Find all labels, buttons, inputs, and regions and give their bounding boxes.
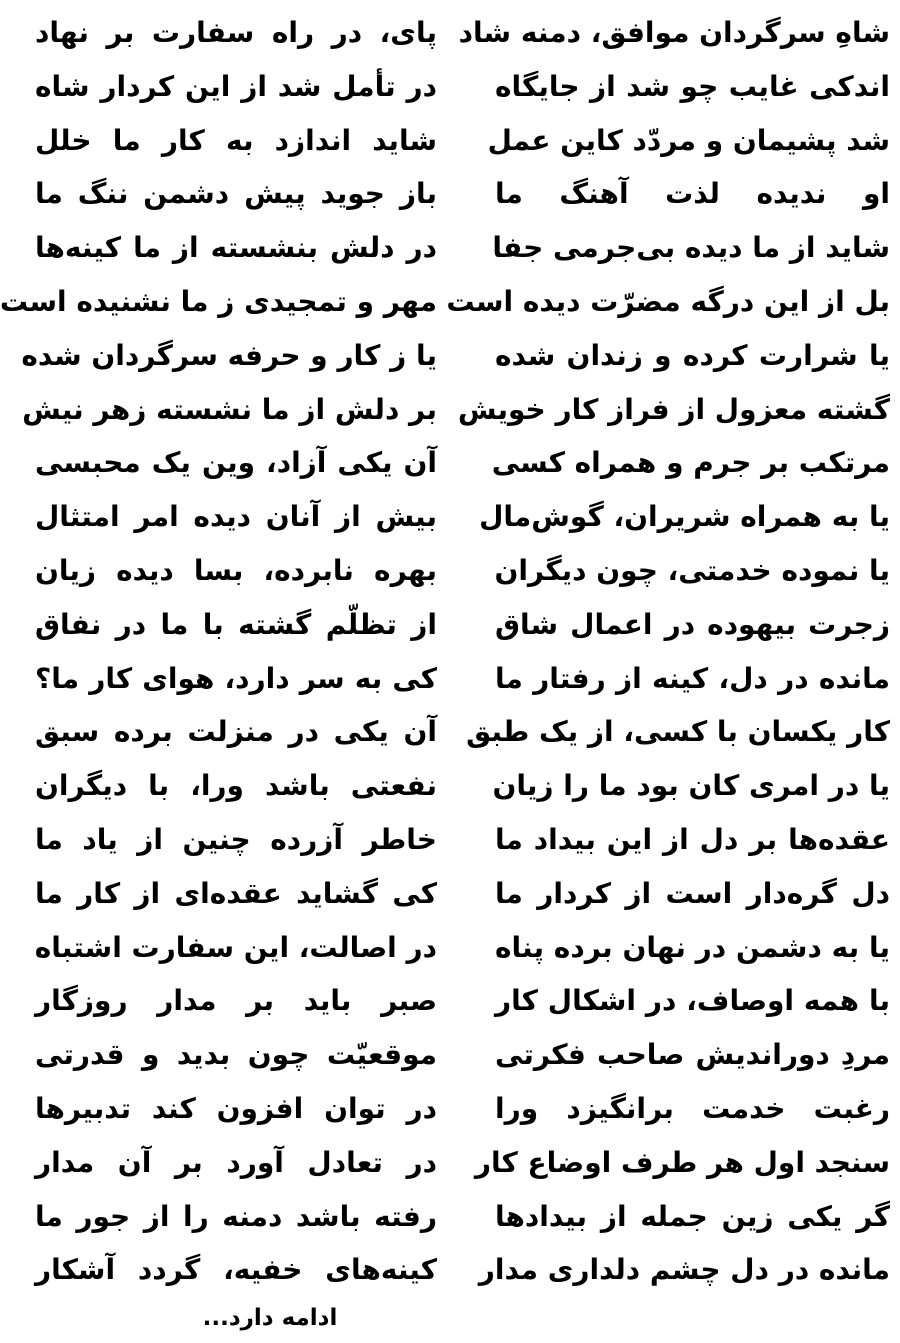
verse-line-right-15: یا در امری کان بود ما را زیان [492,769,890,803]
verse-line-left-4: باز جوید پیش دشمن ننگ ما [35,177,437,211]
verse-line-left-22: در تعادل آورد بر آن مدار [35,1145,437,1179]
verse-line-right-22: سنجد اول هر طرف اوضاع کار [474,1145,890,1179]
verse-line-right-5: شاید از ما دیده بی‌جرمی جفا [492,231,890,265]
verse-line-left-16: خاطر آزرده چنین از یاد ما [35,822,437,856]
poem-column-second-hemistichs [0,6,437,1297]
verse-line-left-24: کینه‌های خفیه، گردد آشکار [35,1253,437,1287]
verse-line-left-10: بیش از آنان دیده امر امتثال [35,500,437,534]
verse-line-right-3: شد پشیمان و مردّد کاین عمل [487,123,890,157]
verse-line-left-1: پای، در راه سفارت بر نهاد [35,16,437,49]
verse-line-right-6: بل از این درگه مضرّت دیده است [446,284,890,318]
verse-line-right-1: شاهِ سرگردان موافق، دمنه شاد [458,16,890,49]
verse-line-left-12: از تظلّم گشته با ما در نفاق [35,607,437,641]
verse-line-right-10: یا به همراه شریران، گوش‌مال [479,500,890,534]
verse-line-right-18: یا به دشمن در نهان برده پناه [495,930,890,964]
verse-line-right-13: مانده در دل، کینه از رفتار ما [495,661,890,695]
verse-line-right-7: یا شرارت کرده و زندان شده [495,338,890,372]
verse-line-right-9: مرتکب بر جرم و همراه کسی [491,446,890,480]
verse-line-right-17: دل گره‌دار است از کردار ما [495,876,890,910]
verse-line-left-23: رفته باشد دمنه را از جور ما [35,1199,437,1233]
verse-line-right-14: کار یکسان با کسی، از یک طبق [466,715,890,749]
verse-line-left-5: در دلش بنشسته از ما کینه‌ها [35,231,437,265]
poem-column-first-hemistichs [446,6,890,1297]
verse-line-left-2: در تأمل شد از این کردار شاه [35,69,437,103]
verse-line-left-13: کی به سر دارد، هوای کار ما؟ [35,661,437,695]
verse-line-right-19: با همه اوصاف، در اشکال کار [495,984,890,1018]
verse-line-left-21: در توان افزون کند تدبیرها [35,1091,437,1125]
verse-line-right-11: یا نموده خدمتی، چون دیگران [494,553,890,587]
verse-line-left-8: بر دلش از ما نشسته زهر نیش [22,392,437,426]
verse-line-left-19: صبر باید بر مدار روزگار [35,984,437,1018]
verse-line-right-24: مانده در دل چشم دلداری مدار [478,1253,890,1287]
verse-line-right-21: رغبت خدمت برانگیزد ورا [495,1091,890,1125]
verse-line-right-8: گشته معزول از فراز کار خویش [457,392,890,426]
verse-line-right-23: گر یکی زین جمله از بیدادها [495,1199,890,1233]
verse-line-right-20: مردِ دوراندیش صاحب فکرتی [495,1038,890,1072]
verse-line-right-2: اندکی غایب چو شد از جایگاه [495,69,890,103]
verse-line-left-14: آن یکی در منزلت برده سبق [35,715,437,749]
continuation-note: ادامه دارد... [202,1305,338,1331]
verse-line-left-15: نفعتی باشد ورا، با دیگران [35,769,437,803]
verse-line-left-7: یا ز کار و حرفه سرگردان شده [21,338,437,372]
verse-line-left-3: شاید اندازد به کار ما خلل [35,123,437,157]
verse-line-left-20: موقعیّت چون بدید و قدرتی [35,1038,437,1072]
verse-line-left-6: مهر و تمجیدی ز ما نشنیده است [0,284,437,318]
verse-line-right-4: او ندیده لذت آهنگ ما [495,177,890,211]
verse-line-right-12: زجرت بیهوده در اعمال شاق [495,607,890,641]
verse-line-left-18: در اصالت، این سفارت اشتباه [34,930,437,964]
verse-line-left-11: بهره نابرده، بسا دیده زیان [35,553,437,587]
verse-line-left-17: کی گشاید عقده‌ای از کار ما [35,876,437,910]
verse-line-right-16: عقده‌ها بر دل از این بیداد ما [495,822,890,856]
verse-line-left-9: آن یکی آزاد، وین یک محبسی [35,446,437,480]
